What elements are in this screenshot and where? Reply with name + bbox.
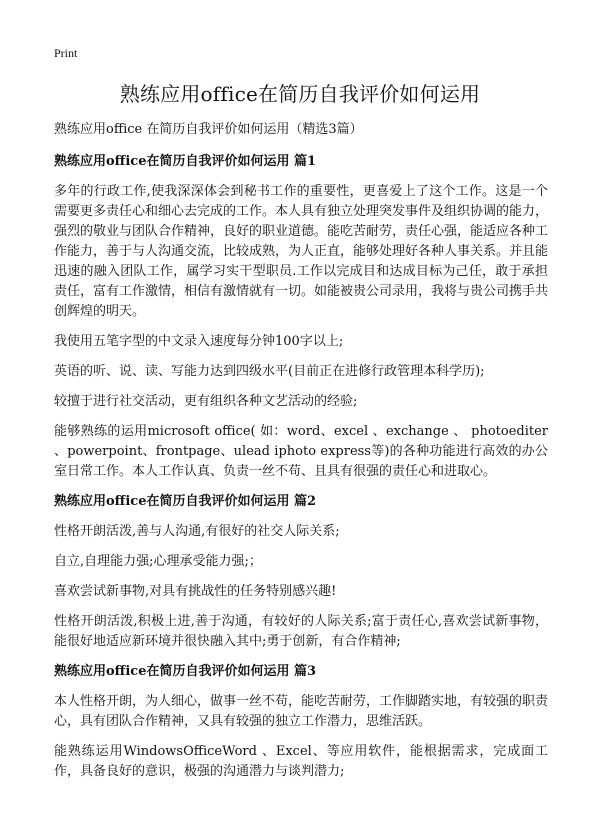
print-label: Print <box>54 46 78 60</box>
paragraph: 我使用五笔字型的中文录入速度每分钟100字以上; <box>54 334 344 349</box>
paragraph: 喜欢尝试新事物,对具有挑战性的任务特别感兴趣! <box>54 584 337 599</box>
paragraph: 英语的听、说、读、写能力达到四级水平(目前正在进修行政管理本科学历); <box>54 364 485 379</box>
section-heading: 熟练应用office在简历自我评价如何运用 篇3 <box>54 664 317 679</box>
document-title: 熟练应用office在简历自我评价如何运用 <box>119 82 481 106</box>
paragraph: 能够熟练的运用microsoft office( 如：word、excel 、exchange 、 photoediter 、powerpoint、frontpage、ulead iphoto express等)的各种功能进行高效的办公室日常工作。本人工作认真、负责一丝不苟、且具有很强的责任心和进取心。 <box>54 424 548 479</box>
section-heading: 熟练应用office在简历自我评价如何运用 篇1 <box>54 154 317 169</box>
paragraph: 多年的行政工作,使我深深体会到秘书工作的重要性，更喜爱上了这个工作。这是一个需要更多责任心和细心去完成的工作。本人具有独立处理突发事件及组织协调的能力，强烈的敬业与团队合作精神，良好的职业道德。能吃苦耐劳，责任心强，能适应各种工作能力，善于与人沟通交流，比较成熟，为人正直，能够处理好各种人事关系。并且能迅速的融入团队工作，属学习实干型职员.工作以完成目和达成目标为己任，敢于承担责任，富有工作激情，相信有激情就有一切。如能被贵公司录用，我将与贵公司携手共创辉煌的明天。 <box>54 184 549 319</box>
section-heading: 熟练应用office在简历自我评价如何运用 篇2 <box>54 494 317 509</box>
paragraph: 本人性格开朗，为人细心，做事一丝不苟，能吃苦耐劳，工作脚踏实地，有较强的职责心，具有团队合作精神，又具有较强的独立工作潜力，思维活跃。 <box>54 694 549 729</box>
paragraph: 能熟练运用WindowsOfficeWord 、Excel、等应用软件，能根据需求，完成面工作，具备良好的意识，极强的沟通潜力与谈判潜力; <box>54 744 548 779</box>
paragraph: 性格开朗活泼,善与人沟通,有很好的社交人际关系; <box>54 524 340 539</box>
paragraph: 性格开朗活泼,积极上进,善于沟通，有较好的人际关系;富于责任心,喜欢尝试新事物，能很好地适应新环境并很快融入其中;勇于创新，有合作精神; <box>54 614 548 649</box>
paragraph: 较擅于进行社交活动，更有组织各种文艺活动的经验; <box>54 394 358 409</box>
paragraph: 自立,自理能力强;心理承受能力强;； <box>54 554 262 569</box>
intro-line: 熟练应用office 在简历自我评价如何运用（精选3篇） <box>54 122 363 137</box>
document-body <box>54 120 548 792</box>
